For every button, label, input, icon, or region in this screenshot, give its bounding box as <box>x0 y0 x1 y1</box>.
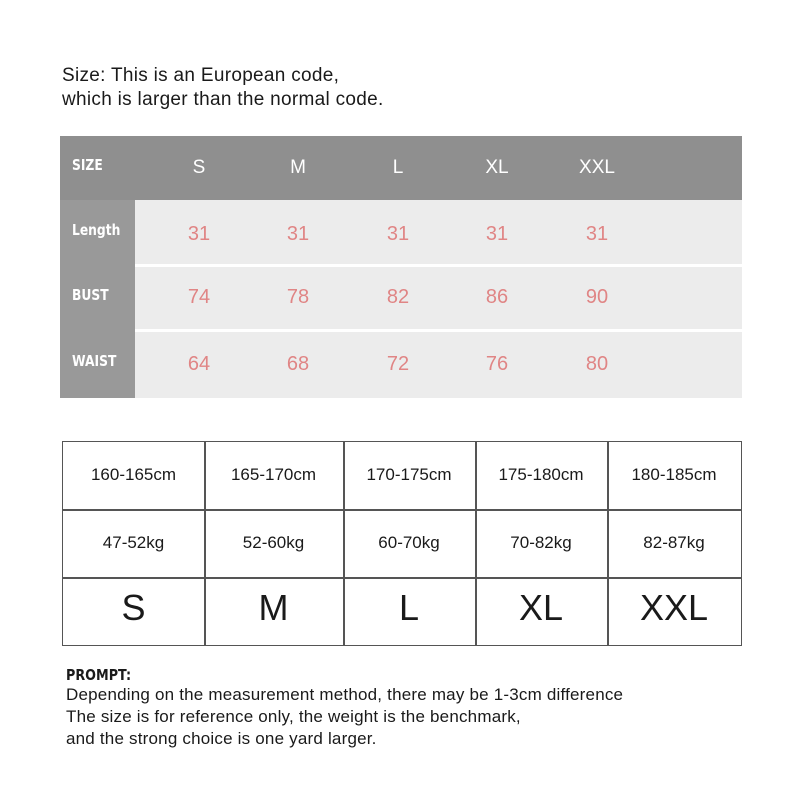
bust-m: 78 <box>286 286 310 308</box>
weight-range: 47-52kg <box>102 533 165 552</box>
prompt-line-1: Depending on the measurement method, there may be 1-3cm difference <box>66 685 624 704</box>
grid-line <box>63 509 741 511</box>
weight-range: 82-87kg <box>643 533 705 552</box>
row-separator <box>135 264 742 267</box>
size-letter: XL <box>518 587 564 628</box>
length-l: 31 <box>386 223 410 245</box>
size-header-row <box>60 136 742 200</box>
height-range: 175-180cm <box>498 465 584 484</box>
row-label-waist: WAIST <box>72 352 117 370</box>
height-weight-table <box>62 441 742 646</box>
size-letter: M <box>258 587 289 628</box>
bust-xxl: 90 <box>585 286 609 308</box>
height-range: 160-165cm <box>90 465 177 484</box>
size-letter: L <box>398 587 420 628</box>
waist-s: 64 <box>187 353 211 375</box>
bust-l: 82 <box>386 286 410 308</box>
length-xxl: 31 <box>585 223 609 245</box>
height-range: 170-175cm <box>366 465 452 484</box>
prompt-line-2: The size is for reference only, the weight is the benchmark, <box>66 707 521 726</box>
grid-line <box>63 577 741 579</box>
weight-range: 70-82kg <box>510 533 572 552</box>
size-col-l: L <box>392 157 404 178</box>
waist-l: 72 <box>386 353 410 375</box>
size-col-xl: XL <box>485 157 509 178</box>
bust-s: 74 <box>187 286 211 308</box>
height-range: 165-170cm <box>230 465 317 484</box>
length-xl: 31 <box>485 223 509 245</box>
size-measurement-table <box>60 136 742 398</box>
intro-line-2: which is larger than the normal code. <box>62 89 384 110</box>
prompt-title: PROMPT: <box>66 666 132 684</box>
waist-xxl: 80 <box>585 353 609 375</box>
weight-range: 60-70kg <box>378 533 440 552</box>
prompt-note <box>66 666 623 750</box>
height-range: 180-185cm <box>631 465 717 484</box>
size-col-m: M <box>290 157 306 178</box>
prompt-line-3: and the strong choice is one yard larger. <box>66 729 377 748</box>
bust-xl: 86 <box>485 286 509 308</box>
row-label-bust: BUST <box>72 286 109 304</box>
row-separator <box>135 329 742 332</box>
size-col-xxl: XXL <box>579 157 615 178</box>
size-col-s: S <box>192 157 206 178</box>
waist-m: 68 <box>286 353 310 375</box>
weight-range: 52-60kg <box>242 533 305 552</box>
size-letter: XXL <box>639 587 709 628</box>
intro-line-1: Size: This is an European code, <box>62 65 340 86</box>
intro-text <box>62 64 384 112</box>
size-letter: S <box>121 587 146 628</box>
waist-xl: 76 <box>485 353 509 375</box>
length-s: 31 <box>187 223 211 245</box>
length-m: 31 <box>286 223 310 245</box>
size-header-label: SIZE <box>72 156 103 174</box>
row-label-length: Length <box>72 221 121 239</box>
